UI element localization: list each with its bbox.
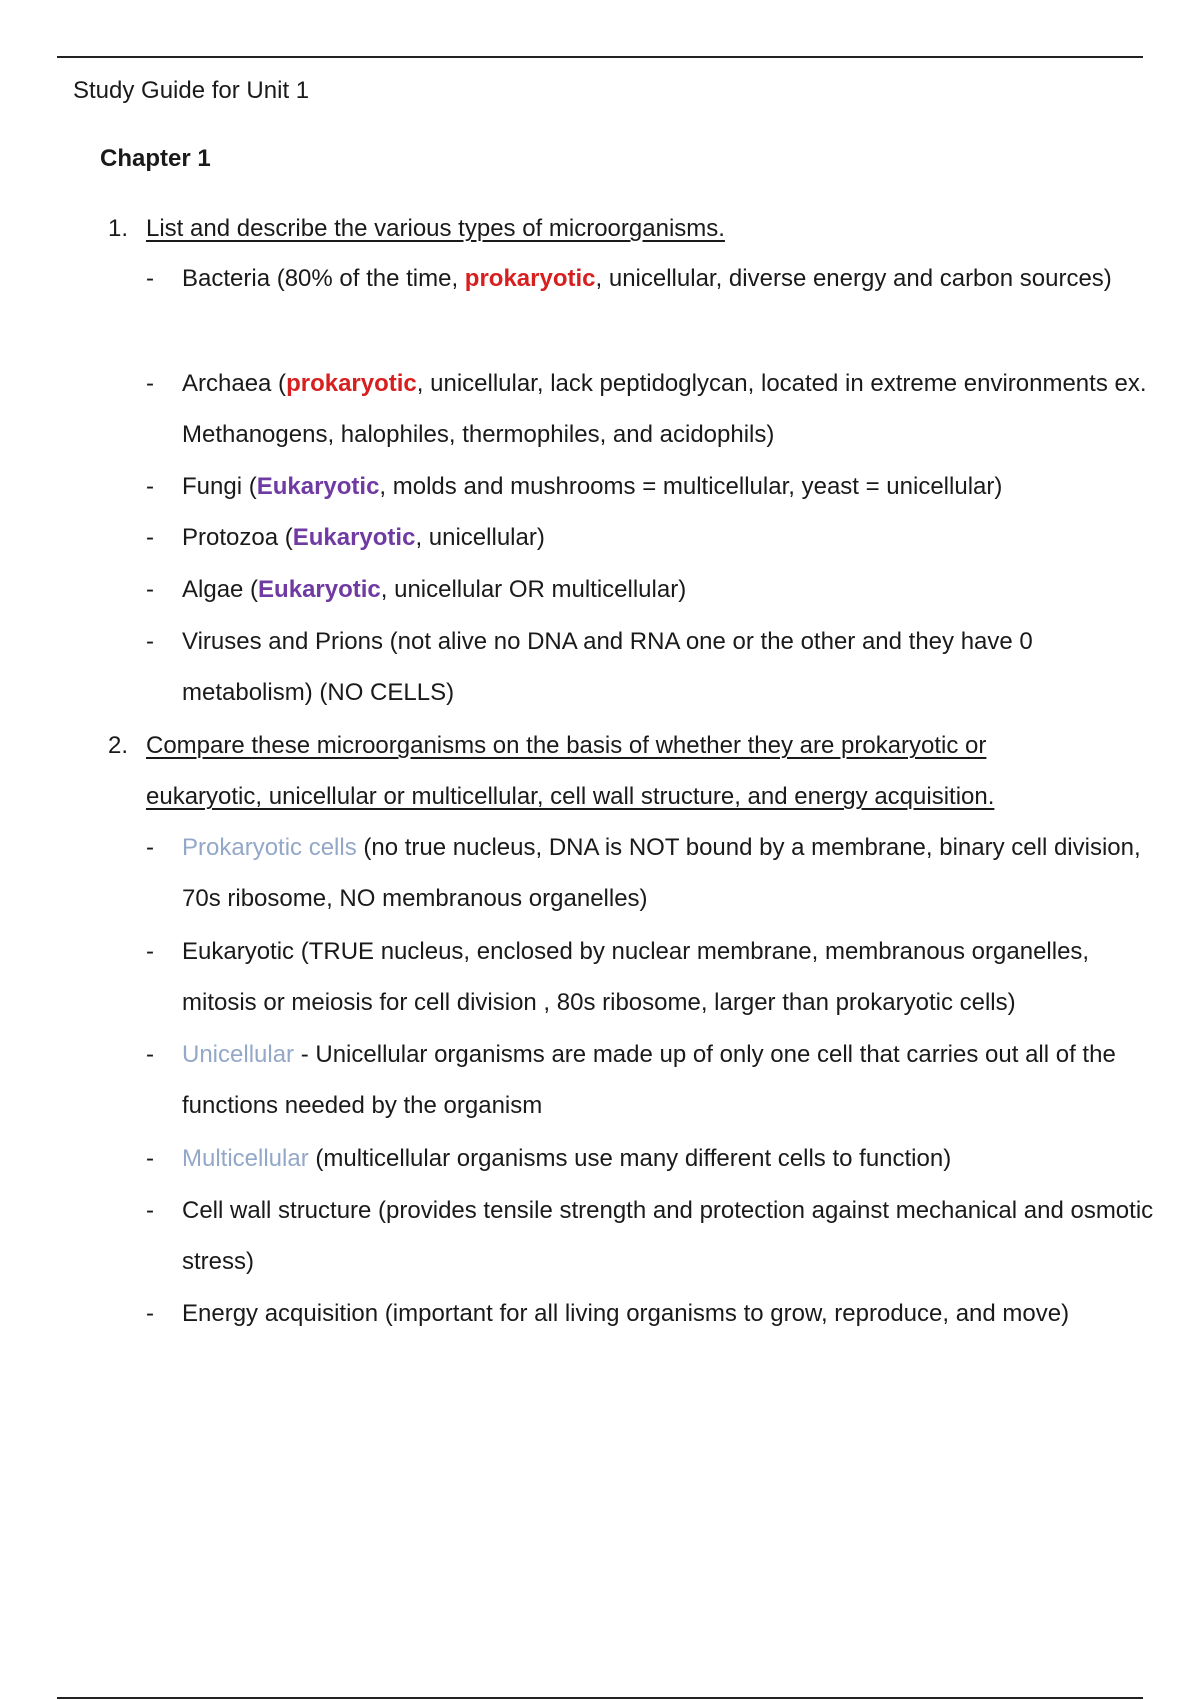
eukaryotic-highlight: Eukaryotic (258, 576, 381, 603)
bullet-text (182, 512, 1156, 563)
term-highlight: Multicellular (182, 1145, 309, 1172)
bullet-dash: - (146, 473, 154, 500)
question-text: List and describe the various types of microorganisms. (146, 215, 725, 242)
bullet-label: Fungi ( (182, 473, 257, 500)
bullet-bacteria (146, 253, 1156, 304)
bullet-energy-acquisition (146, 1288, 1156, 1339)
bullet-label: Protozoa ( (182, 524, 293, 551)
bullet-viruses-prions (146, 616, 1156, 718)
bullet-unicellular (146, 1029, 1156, 1131)
bullet-multicellular (146, 1133, 1156, 1184)
bullet-text (182, 461, 1156, 512)
document-title: Study Guide for Unit 1 (73, 77, 310, 104)
bullet-cell-wall (146, 1185, 1156, 1287)
bullet-prokaryotic-cells (146, 822, 1156, 924)
bullet-label: Archaea ( (182, 370, 287, 397)
bullet-text (182, 253, 1156, 304)
bullet-text: Viruses and Prions (not alive no DNA and RNA one or the other and they have 0 metabolism) (NO CELLS) (182, 628, 1033, 706)
question-number: 2. (108, 732, 129, 759)
bullet-fungi (146, 461, 1156, 512)
bullet-text (182, 1029, 1156, 1131)
question-number: 1. (108, 215, 129, 242)
bullet-dash: - (146, 576, 154, 603)
bullet-dash: - (146, 628, 154, 655)
question-2 (108, 720, 1108, 822)
bullet-text (182, 1133, 1156, 1184)
bullet-dash: - (146, 265, 154, 292)
bullet-dash: - (146, 1197, 154, 1224)
bullet-rest: (no true nucleus, DNA is NOT bound by a membrane, binary cell division, 70s ribosome, NO membranous organelles) (182, 834, 1141, 912)
bullet-label: Algae ( (182, 576, 259, 603)
prokaryotic-highlight: prokaryotic (286, 370, 417, 397)
chapter-heading: Chapter 1 (100, 145, 211, 172)
eukaryotic-highlight: Eukaryotic (256, 473, 380, 500)
bullet-dash: - (146, 1041, 154, 1068)
bullet-dash: - (146, 834, 154, 861)
bullet-protozoa (146, 512, 1156, 563)
question-1 (108, 203, 1108, 254)
bottom-rule (57, 1697, 1143, 1699)
bullet-dash: - (146, 370, 154, 397)
bullet-rest: , unicellular, lack peptidoglycan, located in extreme environments ex. Methanogens, halophiles, thermophiles, and acidophils) (182, 370, 1147, 448)
bullet-text: Energy acquisition (important for all living organisms to grow, reproduce, and move) (182, 1300, 1070, 1327)
bullet-rest: - Unicellular organisms are made up of only one cell that carries out all of the functions needed by the organism (182, 1041, 1116, 1119)
bullet-dash: - (146, 1300, 154, 1327)
bullet-text: Eukaryotic (TRUE nucleus, enclosed by nuclear membrane, membranous organelles, mitosis or meiosis for cell division , 80s ribosome, larger than prokaryotic cells) (182, 938, 1090, 1016)
bullet-algae (146, 564, 1156, 615)
question-text: Compare these microorganisms on the basis of whether they are prokaryotic or eukaryotic, unicellular or multicellular, cell wall structure, and energy acquisition. (146, 732, 995, 810)
bullet-rest: , unicellular, diverse energy and carbon sources) (595, 265, 1112, 292)
bullet-eukaryotic (146, 926, 1156, 1028)
bullet-rest: , molds and mushrooms = multicellular, yeast = unicellular) (379, 473, 1003, 500)
bullet-rest: , unicellular) (415, 524, 545, 551)
bullet-dash: - (146, 524, 154, 551)
term-highlight: Unicellular (182, 1041, 295, 1068)
eukaryotic-highlight: Eukaryotic (292, 524, 416, 551)
bullet-text (182, 564, 1156, 615)
bullet-archaea (146, 358, 1156, 460)
bullet-text (182, 358, 1156, 460)
prokaryotic-highlight: prokaryotic (464, 265, 596, 292)
bullet-rest: , unicellular OR multicellular) (380, 576, 687, 603)
bullet-dash: - (146, 938, 154, 965)
bullet-text: Cell wall structure (provides tensile strength and protection against mechanical and osmotic stress) (182, 1197, 1154, 1275)
bullet-rest: (multicellular organisms use many different cells to function) (308, 1145, 952, 1172)
bullet-label: Bacteria (80% of the time, (182, 265, 465, 292)
bullet-dash: - (146, 1145, 154, 1172)
bullet-text (182, 822, 1156, 924)
term-highlight: Prokaryotic cells (182, 834, 357, 861)
